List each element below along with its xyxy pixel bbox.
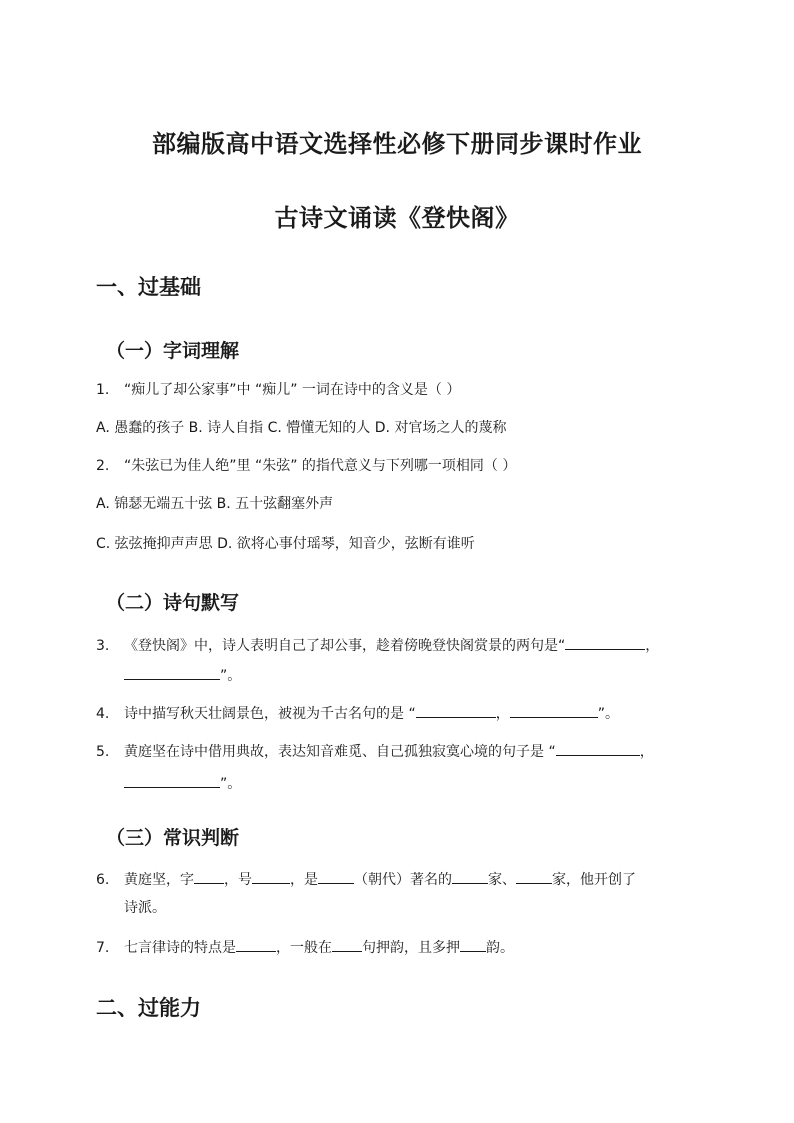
question-text: 家，他开创了 — [552, 872, 636, 888]
subsection-heading-knowledge: （三）常识判断 — [106, 827, 240, 849]
answer-blank[interactable] — [124, 664, 220, 680]
question-text: （朝代）著名的 — [354, 872, 452, 888]
question-5-continued — [124, 772, 241, 794]
answer-blank[interactable] — [565, 634, 645, 650]
question-text: 诗中描写秋天壮阔景色，被视为千古名句的是 “ — [124, 706, 416, 722]
question-1-options: A. 愚蠢的孩子 B. 诗人自指 C. 懵懂无知的人 D. 对官场之人的蔑称 — [96, 420, 507, 436]
question-1 — [96, 380, 460, 400]
question-text: 韵。 — [486, 940, 514, 956]
question-4 — [96, 702, 619, 724]
question-5 — [96, 740, 654, 762]
question-3 — [96, 634, 659, 656]
question-text: ，是 — [290, 872, 318, 888]
question-3-continued — [124, 664, 241, 686]
question-number: 2. — [96, 458, 110, 474]
answer-blank[interactable] — [194, 868, 224, 884]
answer-blank[interactable] — [252, 868, 290, 884]
answer-blank[interactable] — [452, 868, 488, 884]
question-text: 《登快阁》中，诗人表明自己了却公事，趁着傍晚登快阁赏景的两句是“ — [124, 638, 566, 654]
question-text: ， — [639, 744, 654, 760]
question-text: 黄庭坚，字 — [124, 872, 194, 888]
question-2-options-line-2: C. 弦弦掩抑声声思 D. 欲将心事付瑶琴，知音少，弦断有谁听 — [96, 536, 475, 552]
document-title: 部编版高中语文选择性必修下册同步课时作业 — [152, 130, 642, 158]
question-number: 6. — [96, 872, 110, 888]
answer-blank[interactable] — [416, 702, 496, 718]
question-text: 黄庭坚在诗中借用典故，表达知音难觅、自己孤独寂寞心境的句子是 “ — [124, 744, 556, 760]
question-text: ， — [495, 706, 510, 722]
question-text: ， — [645, 638, 660, 654]
question-2 — [96, 456, 516, 476]
question-text: ，号 — [224, 872, 252, 888]
question-2-options-line-1: A. 锦瑟无端五十弦 B. 五十弦翻塞外声 — [96, 496, 334, 512]
question-text: 家、 — [488, 872, 516, 888]
answer-blank[interactable] — [318, 868, 354, 884]
question-number: 7. — [96, 940, 110, 956]
question-6 — [96, 868, 636, 890]
question-6-continued: 诗派。 — [124, 900, 166, 916]
question-text: 句押韵，且多押 — [362, 940, 460, 956]
question-text: ”。 — [597, 706, 619, 722]
answer-blank[interactable] — [556, 740, 640, 756]
question-number: 1. — [96, 382, 110, 398]
subsection-heading-recitation: （二）诗句默写 — [106, 592, 240, 614]
section-heading-ability: 二、过能力 — [96, 996, 201, 1020]
question-number: 3. — [96, 638, 110, 654]
question-text: “朱弦已为佳人绝”里 “朱弦” 的指代意义与下列哪一项相同（ ） — [124, 458, 517, 474]
question-7 — [96, 936, 514, 958]
answer-blank[interactable] — [516, 868, 552, 884]
section-heading-basic: 一、过基础 — [96, 275, 201, 299]
document-subtitle: 古诗文诵读《登快阁》 — [274, 204, 520, 232]
question-number: 4. — [96, 706, 110, 722]
question-text: ”。 — [220, 776, 242, 792]
question-number: 5. — [96, 744, 110, 760]
answer-blank[interactable] — [236, 936, 276, 952]
subsection-heading-vocabulary: （一）字词理解 — [106, 340, 240, 362]
question-text: “痴儿了却公家事”中 “痴儿” 一词在诗中的含义是（ ） — [124, 382, 461, 398]
question-text: ”。 — [220, 668, 242, 684]
question-text: 七言律诗的特点是 — [124, 940, 236, 956]
answer-blank[interactable] — [460, 936, 486, 952]
answer-blank[interactable] — [124, 772, 220, 788]
question-text: ，一般在 — [276, 940, 332, 956]
answer-blank[interactable] — [510, 702, 598, 718]
answer-blank[interactable] — [332, 936, 362, 952]
